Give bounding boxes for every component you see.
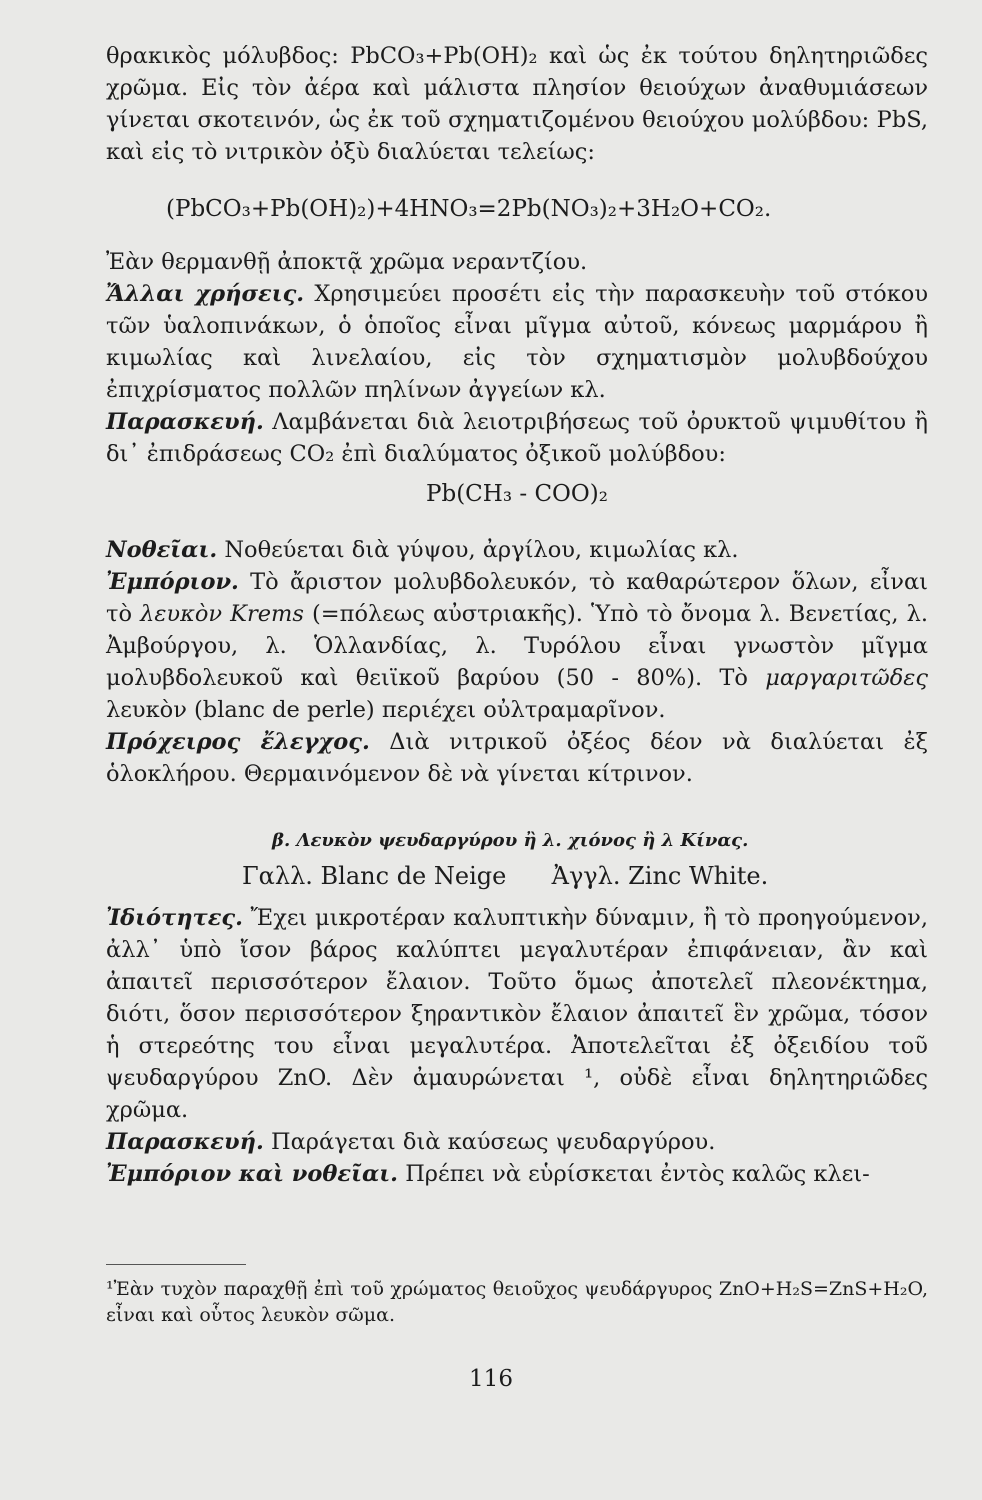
- paragraph-text: Λαμβάνεται διὰ λειοτριβήσεως τοῦ ὀρυκτοῦ ψιμυθίτου ἢ δι᾽ ἐπιδράσεως CO₂ ἐπὶ διαλύματος ὀξικοῦ μολύβδου:: [106, 409, 929, 467]
- heading-trade-adulteration: Ἐμπόριον καὶ νοθεῖαι.: [106, 1161, 399, 1187]
- paragraph-text: Ἔχει μικροτέραν καλυπτικὴν δύναμιν, ἢ τὸ προηγούμενον, ἀλλ᾽ ὑπὸ ἴσον βάρος καλύπτει μεγαλυτέραν ἐπιφάνειαν, ἂν καὶ ἀπαιτεῖ περισσότερον ἔλαιον. Τοῦτο ὅμως ἀποτελεῖ πλεονέκτημα, διότι, ὅσον περισσότερον ξηραντικὸν ἔλαιον ἀπαιτεῖ ἓν χρῶμα, τόσον ἡ στερεότης του εἶναι μεγαλυτέρα. Ἀποτελεῖται ἐξ ὀξειδίου τοῦ ψευδαργύρου ZnO. Δὲν ἀμαυρώνεται ¹, οὐδὲ εἶναι δηλητηριῶδες χρῶμα.: [106, 905, 929, 1123]
- paragraph-preparation: [106, 406, 928, 470]
- paragraph-trade-adulteration: [106, 1158, 928, 1190]
- paragraph-heating: [106, 246, 928, 278]
- paragraph-text: θρακικὸς μόλυβδος: PbCO₃+Pb(OH)₂ καὶ ὡς ἐκ τούτου δηλητηριῶδες χρῶμα. Εἰς τὸν ἀέρα καὶ μάλιστα πλησίον θειούχων ἀναθυμιάσεων γίνεται σκοτεινόν, ὡς ἐκ τοῦ σχηματιζομένου θειούχου μολύβδου: PbS, καὶ εἰς τὸ νιτρικὸν ὀξὺ διαλύεται τελείως:: [106, 43, 928, 165]
- paragraph-other-uses: [106, 278, 928, 406]
- paragraph-text: λευκὸν (blanc de perle) περιέχει οὐλτραμαρῖνον.: [106, 697, 666, 723]
- paragraph-text: Παράγεται διὰ καύσεως ψευδαργύρου.: [270, 1129, 716, 1155]
- footnote-divider: [106, 1264, 246, 1265]
- footnote: ¹Ἐὰν τυχὸν παραχθῇ ἐπὶ τοῦ χρώματος θειοῦχος ψευδάργυρος ZnO+H₂S=ZnS+H₂O, εἶναι καὶ οὗτος λευκὸν σῶμα.: [106, 1278, 928, 1326]
- english-name: Ἀγγλ. Zinc White.: [551, 862, 769, 890]
- heading-adulteration: Νοθεῖαι.: [106, 537, 218, 563]
- heading-other-uses: Ἄλλαι χρήσεις.: [106, 281, 305, 307]
- paragraph-text: (=πόλεως αὐστριακῆς). Ὑπὸ τὸ ὄνομα λ. Βενετίας, λ. Ἀμβούργου, λ. Ὁλλανδίας, λ. Τυρόλου εἶναι γνωστὸν μῖγμα μολυβδολευκοῦ καὶ θειϊκοῦ βαρύου (50 - 80%). Τὸ: [106, 601, 929, 691]
- paragraph-quick-test: [106, 726, 928, 790]
- paragraph-adulteration: [106, 534, 928, 566]
- page-number: 116: [469, 1366, 513, 1392]
- heading-preparation-zinc: Παρασκευή.: [106, 1129, 264, 1155]
- paragraph-preparation-zinc: [106, 1126, 928, 1158]
- lead-acetate-formula: Pb(CH₃ - COO)₂: [426, 481, 608, 507]
- paragraph-lead-carbonate: [106, 40, 928, 168]
- paragraph-text: Διὰ νιτρικοῦ ὀξέος δέον νὰ διαλύεται ἐξ ὁλοκλήρου. Θερμαινόμενον δὲ νὰ γίνεται κίτρινον.: [106, 729, 928, 787]
- heading-quick-test: Πρόχειρος ἔλεγχος.: [106, 729, 370, 755]
- heading-preparation: Παρασκευή.: [106, 409, 264, 435]
- paragraph-text: Νοθεύεται διὰ γύψου, ἀργίλου, κιμωλίας κλ.: [224, 537, 739, 563]
- paragraph-text: Τὸ ἄριστον μολυβδολευκόν, τὸ καθαρώτερον ὅλων, εἶναι τὸ: [106, 569, 929, 627]
- paragraph-trade: [106, 566, 928, 726]
- translations-line: [242, 860, 928, 892]
- italic-term-krems: λευκὸν Krems: [140, 601, 304, 627]
- paragraph-properties: [106, 902, 928, 1126]
- paragraph-text: Πρέπει νὰ εὑρίσκεται ἐντὸς καλῶς κλει-: [405, 1161, 870, 1187]
- heading-trade: Ἐμπόριον.: [106, 569, 239, 595]
- italic-term-pearl: μαργαριτῶδες: [765, 665, 928, 691]
- paragraph-text: Ἐὰν θερμανθῇ ἀποκτᾷ χρῶμα νεραντζίου.: [106, 249, 588, 275]
- reaction-formula-nitric: (PbCO₃+Pb(OH)₂)+4HNO₃=2Pb(NO₃)₂+3H₂O+CO₂.: [166, 196, 772, 222]
- heading-properties: Ἰδιότητες.: [106, 905, 243, 931]
- french-name: Γαλλ. Blanc de Neige: [242, 862, 507, 890]
- paragraph-text: Χρησιμεύει προσέτι εἰς τὴν παρασκευὴν τοῦ στόκου τῶν ὑαλοπινάκων, ὁ ὁποῖος εἶναι μῖγμα αὐτοῦ, κόνεως μαρμάρου ἢ κιμωλίας καὶ λινελαίου, εἰς τὸν σχηματισμὸν μολυβδούχου ἐπιχρίσματος πολλῶν πηλίνων ἀγγείων κλ.: [106, 281, 929, 403]
- section-title-zinc-white: β. Λευκὸν ψευδαργύρου ἢ λ. χιόνος ἢ λ Κίνας.: [272, 830, 749, 851]
